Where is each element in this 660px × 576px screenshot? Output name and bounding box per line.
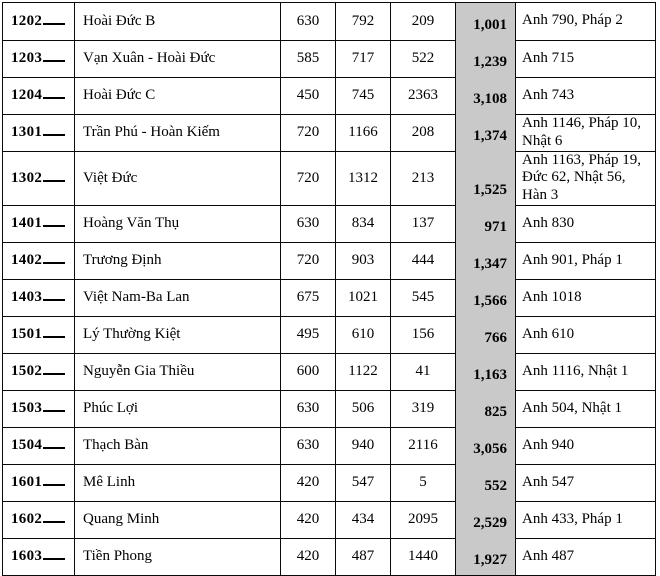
table-row xyxy=(3,501,656,538)
school-name-cell: Thạch Bàn xyxy=(75,427,281,464)
code-blank-underline xyxy=(43,557,65,560)
table-row xyxy=(3,538,656,576)
count-1-cell: 610 xyxy=(336,316,391,353)
quota-cell: 630 xyxy=(281,3,336,41)
school-code-cell xyxy=(3,114,75,151)
table-row xyxy=(3,390,656,427)
table-row xyxy=(3,279,656,316)
school-name-cell: Lý Thường Kiệt xyxy=(75,316,281,353)
school-name-cell: Phúc Lợi xyxy=(75,390,281,427)
total-cell: 1,927 xyxy=(456,538,516,576)
quota-cell: 420 xyxy=(281,501,336,538)
quota-cell: 630 xyxy=(281,427,336,464)
count-2-cell: 2095 xyxy=(391,501,456,538)
languages-cell: Anh 433, Pháp 1 xyxy=(516,501,656,538)
code-blank-underline xyxy=(43,224,65,227)
school-code: 1602 xyxy=(11,511,43,528)
table-row xyxy=(3,427,656,464)
school-name-cell: Mê Linh xyxy=(75,464,281,501)
quota-cell: 420 xyxy=(281,464,336,501)
total-cell: 1,001 xyxy=(456,3,516,41)
languages-cell: Anh 1018 xyxy=(516,279,656,316)
total-cell: 1,566 xyxy=(456,279,516,316)
school-name-cell: Nguyễn Gia Thiều xyxy=(75,353,281,390)
count-2-cell: 137 xyxy=(391,205,456,242)
total-cell: 552 xyxy=(456,464,516,501)
school-code-cell xyxy=(3,242,75,279)
count-1-cell: 1312 xyxy=(336,151,391,205)
code-blank-underline xyxy=(43,446,65,449)
count-1-cell: 717 xyxy=(336,40,391,77)
code-blank-underline xyxy=(43,133,65,136)
school-name-cell: Trần Phú - Hoàn Kiếm xyxy=(75,114,281,151)
languages-cell: Anh 1163, Pháp 19, Đức 62, Nhật 56, Hàn 3 xyxy=(516,151,656,205)
total-cell: 3,056 xyxy=(456,427,516,464)
count-2-cell: 2363 xyxy=(391,77,456,114)
count-2-cell: 319 xyxy=(391,390,456,427)
code-blank-underline xyxy=(43,298,65,301)
quota-cell: 585 xyxy=(281,40,336,77)
languages-cell: Anh 487 xyxy=(516,538,656,576)
table-row xyxy=(3,3,656,41)
count-2-cell: 545 xyxy=(391,279,456,316)
school-code: 1301 xyxy=(11,124,43,140)
total-cell: 1,239 xyxy=(456,40,516,77)
total-cell: 2,529 xyxy=(456,501,516,538)
total-cell: 3,108 xyxy=(456,77,516,114)
languages-cell: Anh 610 xyxy=(516,316,656,353)
count-2-cell: 1440 xyxy=(391,538,456,576)
table-row xyxy=(3,316,656,353)
count-2-cell: 444 xyxy=(391,242,456,279)
school-code: 1401 xyxy=(11,215,43,232)
quota-cell: 495 xyxy=(281,316,336,353)
school-code: 1302 xyxy=(11,169,43,186)
count-2-cell: 213 xyxy=(391,151,456,205)
table-row xyxy=(3,353,656,390)
school-name-cell: Quang Minh xyxy=(75,501,281,538)
count-2-cell: 209 xyxy=(391,3,456,41)
school-code-cell xyxy=(3,205,75,242)
school-code: 1504 xyxy=(11,437,43,454)
school-code-cell xyxy=(3,427,75,464)
code-blank-underline xyxy=(43,483,65,486)
school-code: 1203 xyxy=(11,50,43,66)
school-code-cell xyxy=(3,316,75,353)
languages-cell: Anh 830 xyxy=(516,205,656,242)
school-code: 1403 xyxy=(11,289,43,306)
school-code: 1603 xyxy=(11,548,43,565)
count-1-cell: 506 xyxy=(336,390,391,427)
count-1-cell: 745 xyxy=(336,77,391,114)
school-code-cell xyxy=(3,353,75,390)
table-row xyxy=(3,464,656,501)
count-1-cell: 487 xyxy=(336,538,391,576)
table-row xyxy=(3,205,656,242)
table-row xyxy=(3,40,656,77)
languages-cell: Anh 715 xyxy=(516,40,656,77)
code-blank-underline xyxy=(43,520,65,523)
school-code: 1502 xyxy=(11,363,43,380)
count-2-cell: 522 xyxy=(391,40,456,77)
school-code-cell xyxy=(3,464,75,501)
table-body xyxy=(3,3,656,576)
count-1-cell: 434 xyxy=(336,501,391,538)
school-code: 1202 xyxy=(11,12,43,29)
table-row xyxy=(3,77,656,114)
school-name-cell: Hoài Đức B xyxy=(75,3,281,41)
languages-cell: Anh 547 xyxy=(516,464,656,501)
count-1-cell: 940 xyxy=(336,427,391,464)
quota-cell: 450 xyxy=(281,77,336,114)
count-2-cell: 5 xyxy=(391,464,456,501)
total-cell: 1,525 xyxy=(456,151,516,205)
school-code: 1503 xyxy=(11,400,43,417)
school-name-cell: Việt Đức xyxy=(75,151,281,205)
school-name-cell: Hoàng Văn Thụ xyxy=(75,205,281,242)
quota-cell: 675 xyxy=(281,279,336,316)
quota-cell: 630 xyxy=(281,390,336,427)
school-code-cell xyxy=(3,390,75,427)
school-code-cell xyxy=(3,3,75,41)
school-name-cell: Việt Nam-Ba Lan xyxy=(75,279,281,316)
code-blank-underline xyxy=(43,22,65,25)
code-blank-underline xyxy=(43,59,65,62)
languages-cell: Anh 901, Pháp 1 xyxy=(516,242,656,279)
school-code-cell xyxy=(3,77,75,114)
school-code: 1501 xyxy=(11,326,43,343)
languages-cell: Anh 940 xyxy=(516,427,656,464)
code-blank-underline xyxy=(43,96,65,99)
table-row xyxy=(3,114,656,151)
quota-cell: 720 xyxy=(281,151,336,205)
quota-cell: 420 xyxy=(281,538,336,576)
quota-cell: 630 xyxy=(281,205,336,242)
languages-cell: Anh 1146, Pháp 10, Nhật 6 xyxy=(516,114,656,151)
code-blank-underline xyxy=(43,335,65,338)
code-blank-underline xyxy=(43,179,65,182)
quota-cell: 720 xyxy=(281,242,336,279)
table-row xyxy=(3,242,656,279)
total-cell: 1,163 xyxy=(456,353,516,390)
count-2-cell: 156 xyxy=(391,316,456,353)
total-cell: 971 xyxy=(456,205,516,242)
languages-cell: Anh 504, Nhật 1 xyxy=(516,390,656,427)
count-1-cell: 792 xyxy=(336,3,391,41)
code-blank-underline xyxy=(43,261,65,264)
count-1-cell: 1166 xyxy=(336,114,391,151)
languages-cell: Anh 790, Pháp 2 xyxy=(516,3,656,41)
quota-cell: 720 xyxy=(281,114,336,151)
school-name-cell: Trương Định xyxy=(75,242,281,279)
total-cell: 1,374 xyxy=(456,114,516,151)
count-1-cell: 1122 xyxy=(336,353,391,390)
code-blank-underline xyxy=(43,409,65,412)
school-code: 1402 xyxy=(11,252,43,269)
school-code-cell xyxy=(3,501,75,538)
count-1-cell: 903 xyxy=(336,242,391,279)
count-2-cell: 41 xyxy=(391,353,456,390)
school-code-cell xyxy=(3,40,75,77)
total-cell: 825 xyxy=(456,390,516,427)
admission-scores-table xyxy=(2,2,656,576)
school-name-cell: Vạn Xuân - Hoài Đức xyxy=(75,40,281,77)
school-name-cell: Hoài Đức C xyxy=(75,77,281,114)
quota-cell: 600 xyxy=(281,353,336,390)
total-cell: 766 xyxy=(456,316,516,353)
code-blank-underline xyxy=(43,372,65,375)
school-code-cell xyxy=(3,151,75,205)
count-1-cell: 547 xyxy=(336,464,391,501)
school-code-cell xyxy=(3,279,75,316)
count-1-cell: 834 xyxy=(336,205,391,242)
table-row xyxy=(3,151,656,205)
school-name-cell: Tiền Phong xyxy=(75,538,281,576)
languages-cell: Anh 743 xyxy=(516,77,656,114)
count-2-cell: 208 xyxy=(391,114,456,151)
count-2-cell: 2116 xyxy=(391,427,456,464)
total-cell: 1,347 xyxy=(456,242,516,279)
school-code: 1204 xyxy=(11,87,43,103)
languages-cell: Anh 1116, Nhật 1 xyxy=(516,353,656,390)
school-code: 1601 xyxy=(11,474,43,491)
school-code-cell xyxy=(3,538,75,576)
count-1-cell: 1021 xyxy=(336,279,391,316)
